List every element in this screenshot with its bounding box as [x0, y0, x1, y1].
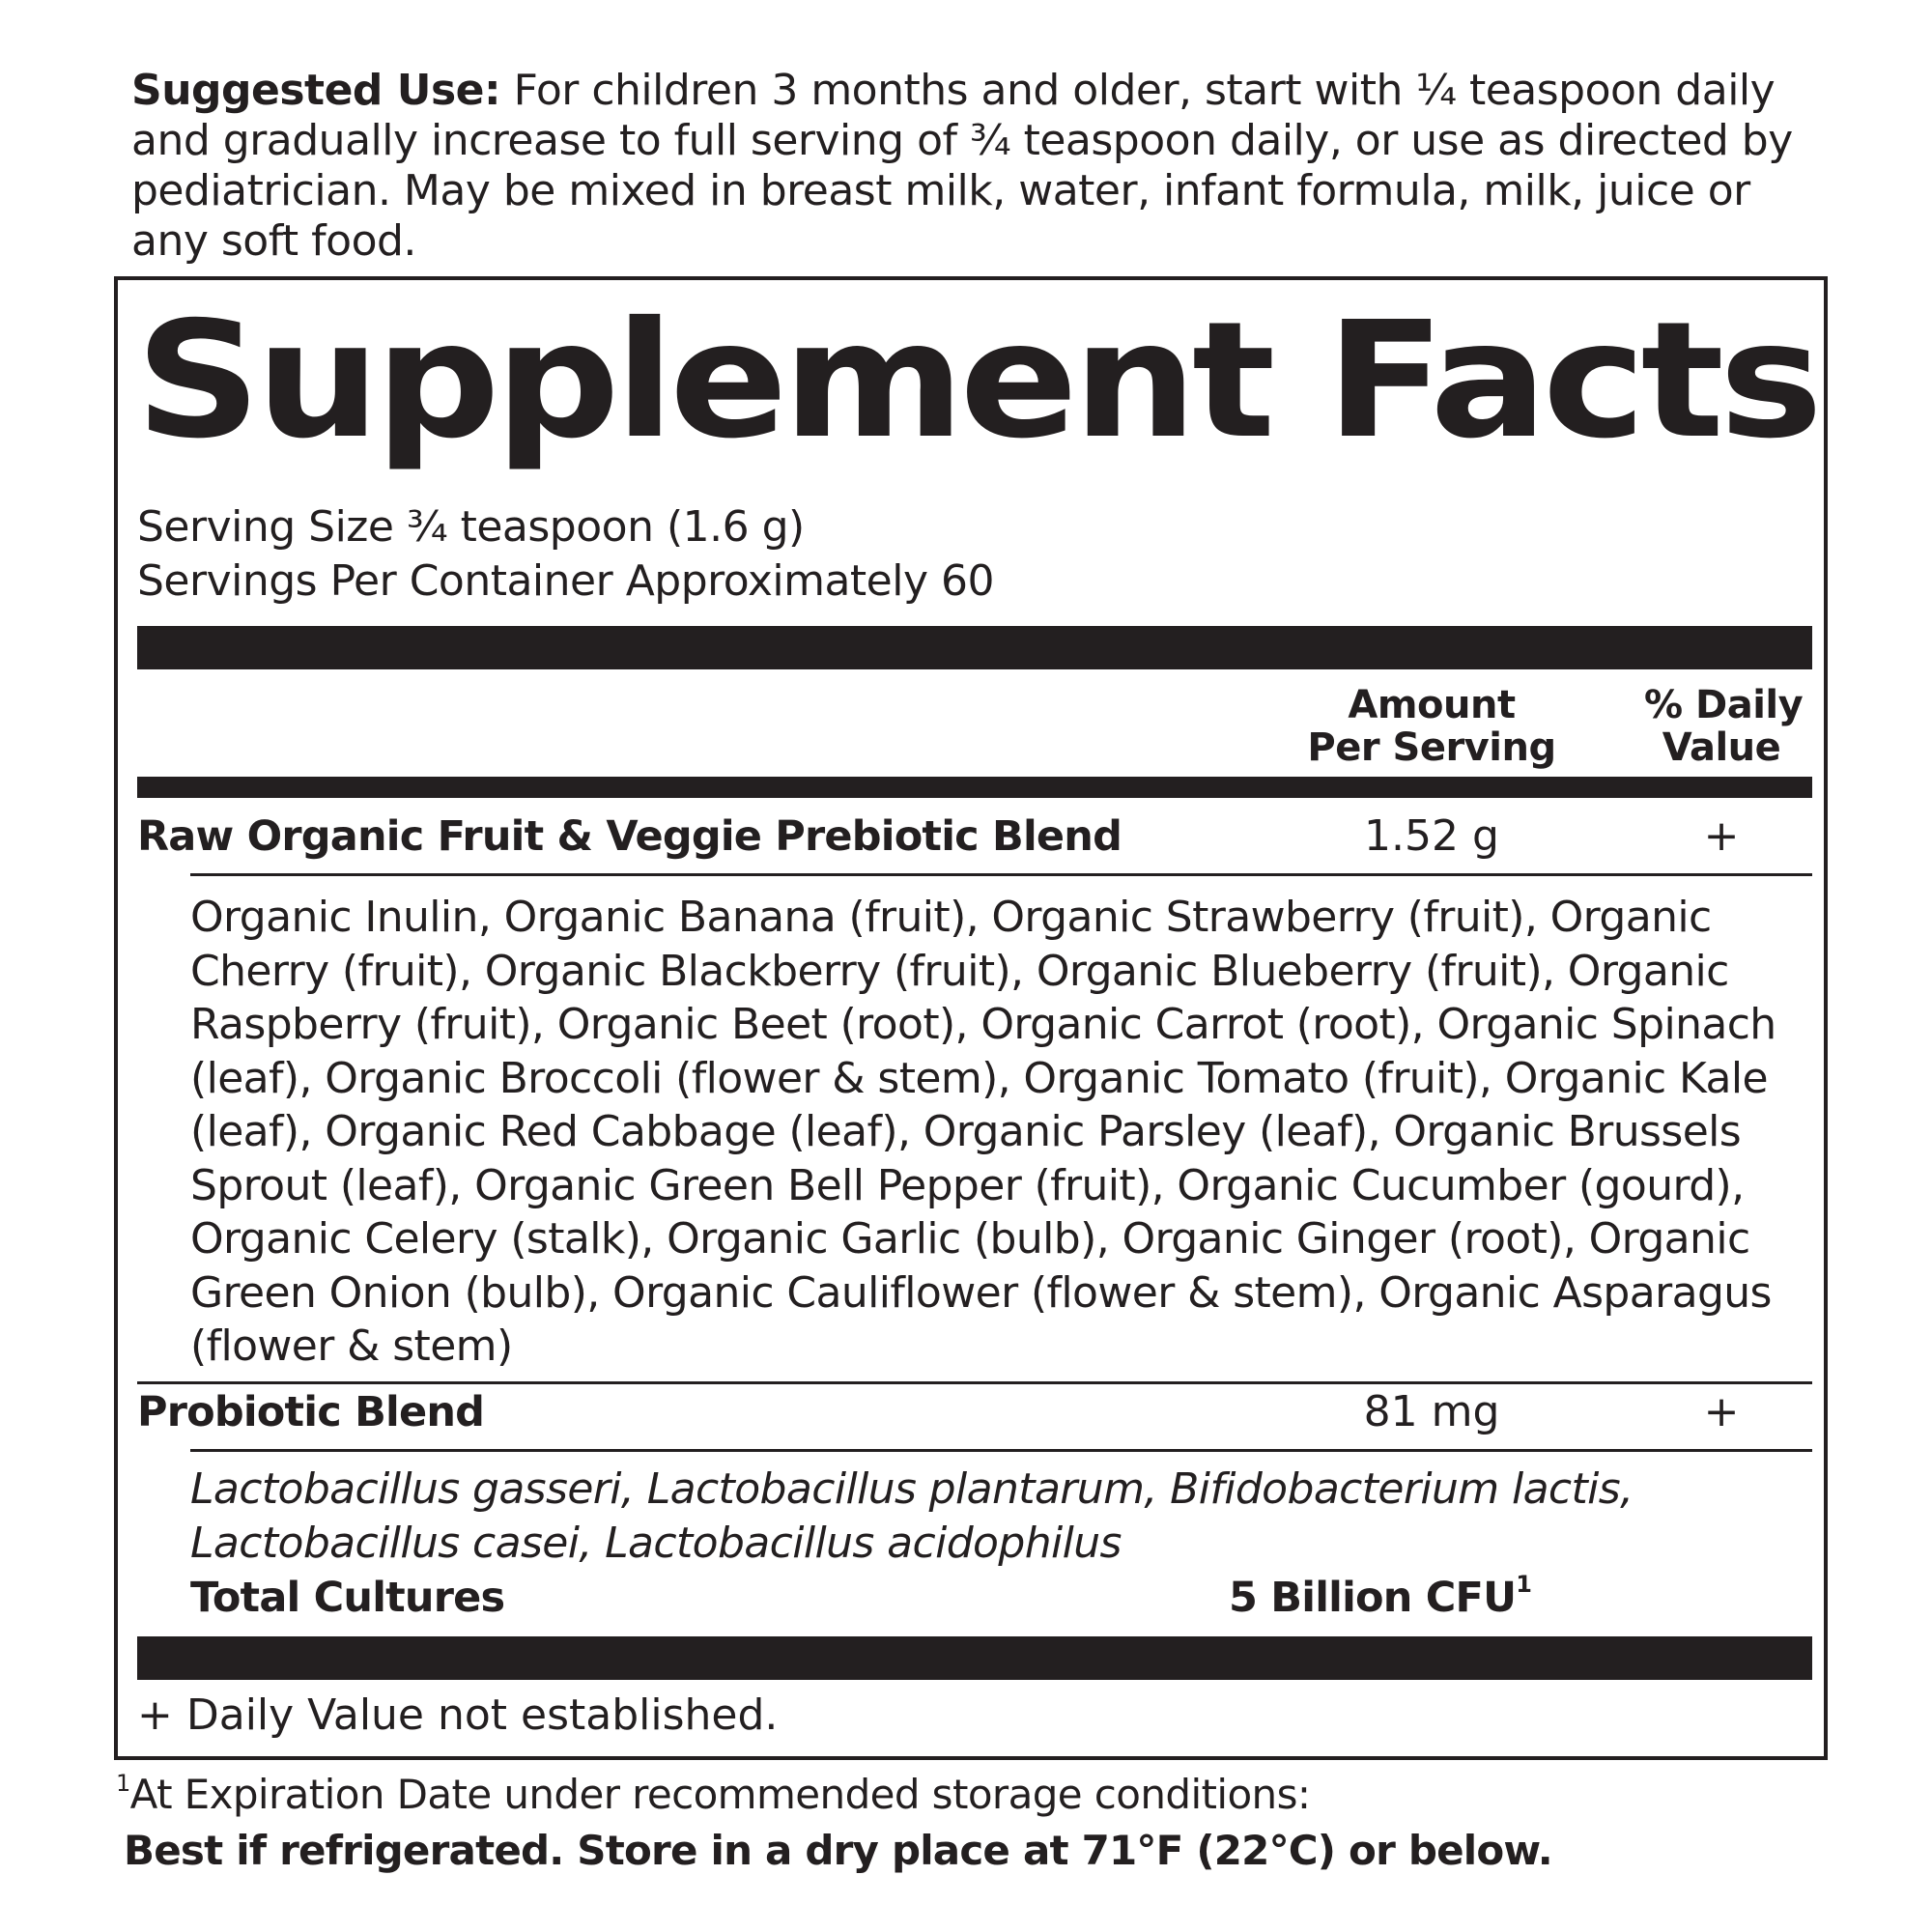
row-rule: [137, 1381, 1812, 1384]
column-header-amount-line1: Amount: [1348, 683, 1516, 727]
serving-size: Serving Size ¾ teaspoon (1.6 g): [137, 502, 805, 552]
column-header-amount-line2: Per Serving: [1307, 725, 1556, 770]
ingredients-probiotic-blend: Lactobacillus gasseri, Lactobacillus plantarum, Bifidobacterium lactis, Lactobacillus casei, Lactobacillus acidophilus: [190, 1464, 1634, 1568]
suggested-use-label: Suggested Use:: [131, 66, 501, 115]
row-rule: [190, 873, 1812, 876]
column-header-dv-line2: Value: [1662, 725, 1781, 770]
nutrient-amount-probiotic-blend: 81 mg: [1363, 1387, 1500, 1436]
storage-instructions: Best if refrigerated. Store in a dry place at 71°F (22°C) or below.: [124, 1827, 1552, 1874]
row-rule: [190, 1449, 1812, 1452]
footnote-ref: 1: [116, 1770, 130, 1797]
daily-value-note: + Daily Value not established.: [137, 1690, 779, 1740]
nutrient-amount-prebiotic-blend: 1.52 g: [1364, 811, 1499, 861]
total-cultures-label: Total Cultures: [190, 1574, 505, 1622]
total-cultures-value: [1229, 1571, 1531, 1625]
serving-info: [137, 500, 994, 609]
thick-divider-top: [137, 626, 1812, 669]
nutrient-name-prebiotic-blend: Raw Organic Fruit & Veggie Prebiotic Blend: [137, 812, 1122, 861]
nutrient-name-probiotic-blend: Probiotic Blend: [137, 1388, 485, 1436]
thick-divider-bottom: [137, 1636, 1812, 1680]
column-header-amount: [1306, 684, 1557, 769]
column-header-daily-value: [1644, 683, 1804, 770]
total-cultures-amount: 5 Billion CFU: [1229, 1574, 1517, 1622]
footnote: [116, 1768, 1310, 1822]
panel-title: Supplement Facts: [135, 288, 1818, 474]
footnote-text: At Expiration Date under recommended storage conditions:: [129, 1771, 1311, 1818]
medium-divider: [137, 777, 1812, 798]
ingredients-prebiotic-blend: Organic Inulin, Organic Banana (fruit), Organic Strawberry (fruit), Organic Cherry (fruit), Organic Blackberry (fruit), Organic Blueberry (fruit), Organic Raspberry (fruit), Organic Beet (root), Organic Carrot (root), Organic Spinach (leaf), Organic Broccoli (flower & stem), Organic Tomato (fruit), Organic Kale (leaf), Organic Red Cabbage (leaf), Organic Parsley (leaf), Organic Brussels Sprout (leaf), Organic Green Bell Pepper (fruit), Organic Cucumber (gourd), Organic Celery (stalk), Organic Garlic (bulb), Organic Ginger (root), Organic Green Onion (bulb), Organic Cauliflower (flower & stem), Organic Asparagus (flower & stem): [190, 893, 1776, 1371]
nutrient-dv-probiotic-blend: +: [1703, 1387, 1740, 1436]
nutrient-dv-prebiotic-blend: +: [1703, 811, 1740, 861]
suggested-use-text: [131, 66, 1832, 267]
column-header-dv-line1: % Daily: [1644, 683, 1804, 727]
servings-per-container: Servings Per Container Approximately 60: [137, 556, 994, 606]
supplement-facts-panel: [114, 276, 1828, 1760]
suggested-use-body: For children 3 months and older, start with ¼ teaspoon daily and gradually increase to full serving of ¾ teaspoon daily, or use as directed by pediatrician. May be mixed in breast milk, water, infant formula, milk, juice or any soft food.: [131, 66, 1793, 266]
total-cultures-footnote-ref: 1: [1516, 1571, 1532, 1598]
